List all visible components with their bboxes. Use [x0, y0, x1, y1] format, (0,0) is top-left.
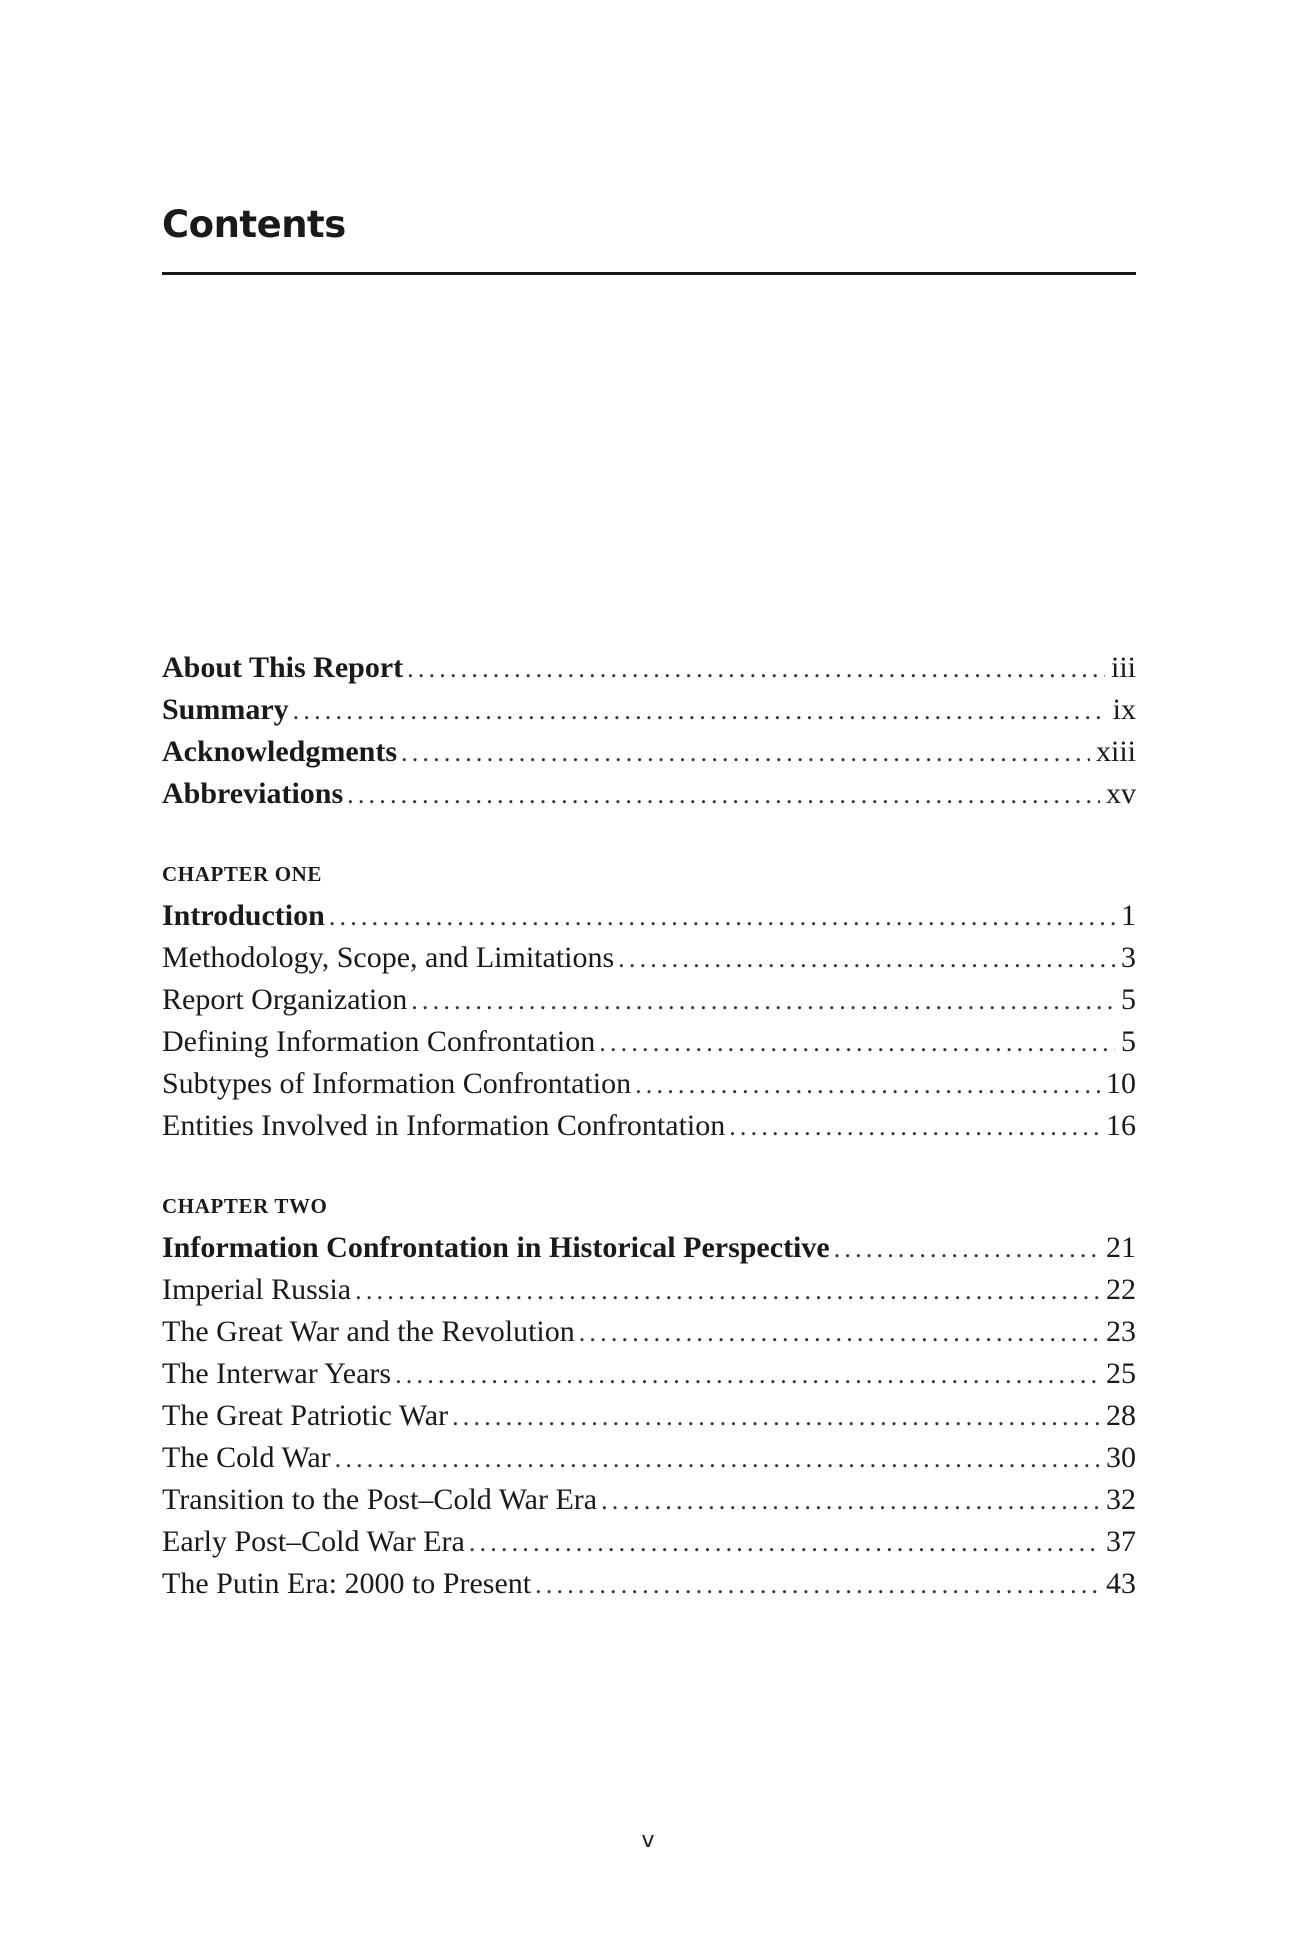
dot-leader	[635, 1064, 1100, 1106]
dot-leader	[355, 1270, 1100, 1312]
toc-entry-label: Early Post–Cold War Era	[162, 1525, 465, 1558]
dot-leader	[834, 1228, 1100, 1270]
toc-entry-label: Transition to the Post–Cold War Era	[162, 1483, 598, 1516]
toc-entry-label: The Cold War	[162, 1441, 331, 1474]
toc-entry-summary[interactable]	[162, 689, 1136, 731]
dot-leader	[395, 1354, 1100, 1396]
toc-entry-page: 5	[1121, 1025, 1136, 1058]
dot-leader	[579, 1312, 1100, 1354]
toc-entry-page: 37	[1106, 1525, 1136, 1558]
dot-leader	[452, 1396, 1100, 1438]
toc-entry-subtypes[interactable]	[162, 1063, 1136, 1105]
dot-leader	[329, 896, 1115, 938]
dot-leader	[535, 1564, 1100, 1606]
toc-entry-methodology[interactable]	[162, 937, 1136, 979]
toc-entry-label: Entities Involved in Information Confrontation	[162, 1109, 726, 1142]
toc-entry-label: Acknowledgments	[162, 735, 398, 768]
toc-entry-label: The Interwar Years	[162, 1357, 392, 1390]
dot-leader	[335, 1438, 1100, 1480]
toc-entry-label: Summary	[162, 693, 289, 726]
dot-leader	[293, 690, 1107, 732]
toc-entry-page: 23	[1106, 1315, 1136, 1348]
toc-entry-page: 5	[1121, 983, 1136, 1016]
toc-entry-cold-war[interactable]	[162, 1437, 1136, 1479]
toc-entry-label: Defining Information Confrontation	[162, 1025, 596, 1058]
toc-entry-introduction[interactable]	[162, 895, 1136, 937]
toc-entry-early-post-cold-war[interactable]	[162, 1521, 1136, 1563]
toc-entry-historical-perspective[interactable]	[162, 1227, 1136, 1269]
dot-leader	[599, 1022, 1115, 1064]
toc-entry-transition-post-cold-war[interactable]	[162, 1479, 1136, 1521]
toc-entry-label: Subtypes of Information Confrontation	[162, 1067, 632, 1100]
toc-entry-imperial-russia[interactable]	[162, 1269, 1136, 1311]
toc-entry-page: 43	[1106, 1567, 1136, 1600]
toc-entry-page: 1	[1121, 899, 1136, 932]
toc-entry-page: ix	[1112, 693, 1136, 726]
toc-entry-report-organization[interactable]	[162, 979, 1136, 1021]
toc-entry-page: 25	[1106, 1357, 1136, 1390]
toc-entry-page: 16	[1106, 1109, 1136, 1142]
toc-entry-label: The Great Patriotic War	[162, 1399, 449, 1432]
toc-entry-label: Imperial Russia	[162, 1273, 352, 1306]
toc-entry-page: 22	[1106, 1273, 1136, 1306]
toc-entry-page: xiii	[1095, 735, 1136, 768]
toc-entry-page: 10	[1106, 1067, 1136, 1100]
toc-entry-page: 32	[1106, 1483, 1136, 1516]
toc-entry-page: xv	[1106, 777, 1136, 810]
toc-entry-abbreviations[interactable]	[162, 773, 1136, 815]
group-spacer	[162, 1147, 1136, 1185]
toc-entry-great-patriotic-war[interactable]	[162, 1395, 1136, 1437]
chapter-one-label: CHAPTER ONE	[162, 862, 323, 886]
group-spacer	[162, 815, 1136, 853]
toc-entry-entities-involved[interactable]	[162, 1105, 1136, 1147]
toc-entry-putin-era[interactable]	[162, 1563, 1136, 1605]
title-rule	[162, 272, 1136, 275]
dot-leader	[601, 1480, 1100, 1522]
page-number-footer: v	[641, 1828, 655, 1853]
toc-entry-label: About This Report	[162, 651, 404, 684]
page-title: Contents	[162, 203, 346, 246]
table-of-contents	[162, 647, 1136, 1605]
toc-entry-page: 30	[1106, 1441, 1136, 1474]
toc-entry-label: The Putin Era: 2000 to Present	[162, 1567, 532, 1600]
dot-leader	[411, 980, 1115, 1022]
toc-entry-label: Report Organization	[162, 983, 408, 1016]
toc-entry-label: Information Confrontation in Historical Perspective	[162, 1231, 830, 1264]
dot-leader	[401, 732, 1090, 774]
toc-entry-interwar-years[interactable]	[162, 1353, 1136, 1395]
toc-entry-page: 3	[1121, 941, 1136, 974]
dot-leader	[469, 1522, 1100, 1564]
toc-entry-label: Abbreviations	[162, 777, 344, 810]
toc-entry-label: The Great War and the Revolution	[162, 1315, 575, 1348]
toc-entry-page: iii	[1110, 651, 1136, 684]
dot-leader	[729, 1106, 1100, 1148]
toc-entry-label: Methodology, Scope, and Limitations	[162, 941, 615, 974]
toc-entry-defining-information-confrontation[interactable]	[162, 1021, 1136, 1063]
toc-entry-page: 21	[1106, 1231, 1136, 1264]
chapter-two-label: CHAPTER TWO	[162, 1194, 328, 1218]
toc-entry-label: Introduction	[162, 899, 325, 932]
dot-leader	[407, 648, 1105, 690]
toc-entry-about-this-report[interactable]	[162, 647, 1136, 689]
dot-leader	[347, 774, 1100, 816]
toc-entry-page: 28	[1106, 1399, 1136, 1432]
toc-entry-great-war[interactable]	[162, 1311, 1136, 1353]
dot-leader	[618, 938, 1115, 980]
toc-entry-acknowledgments[interactable]	[162, 731, 1136, 773]
